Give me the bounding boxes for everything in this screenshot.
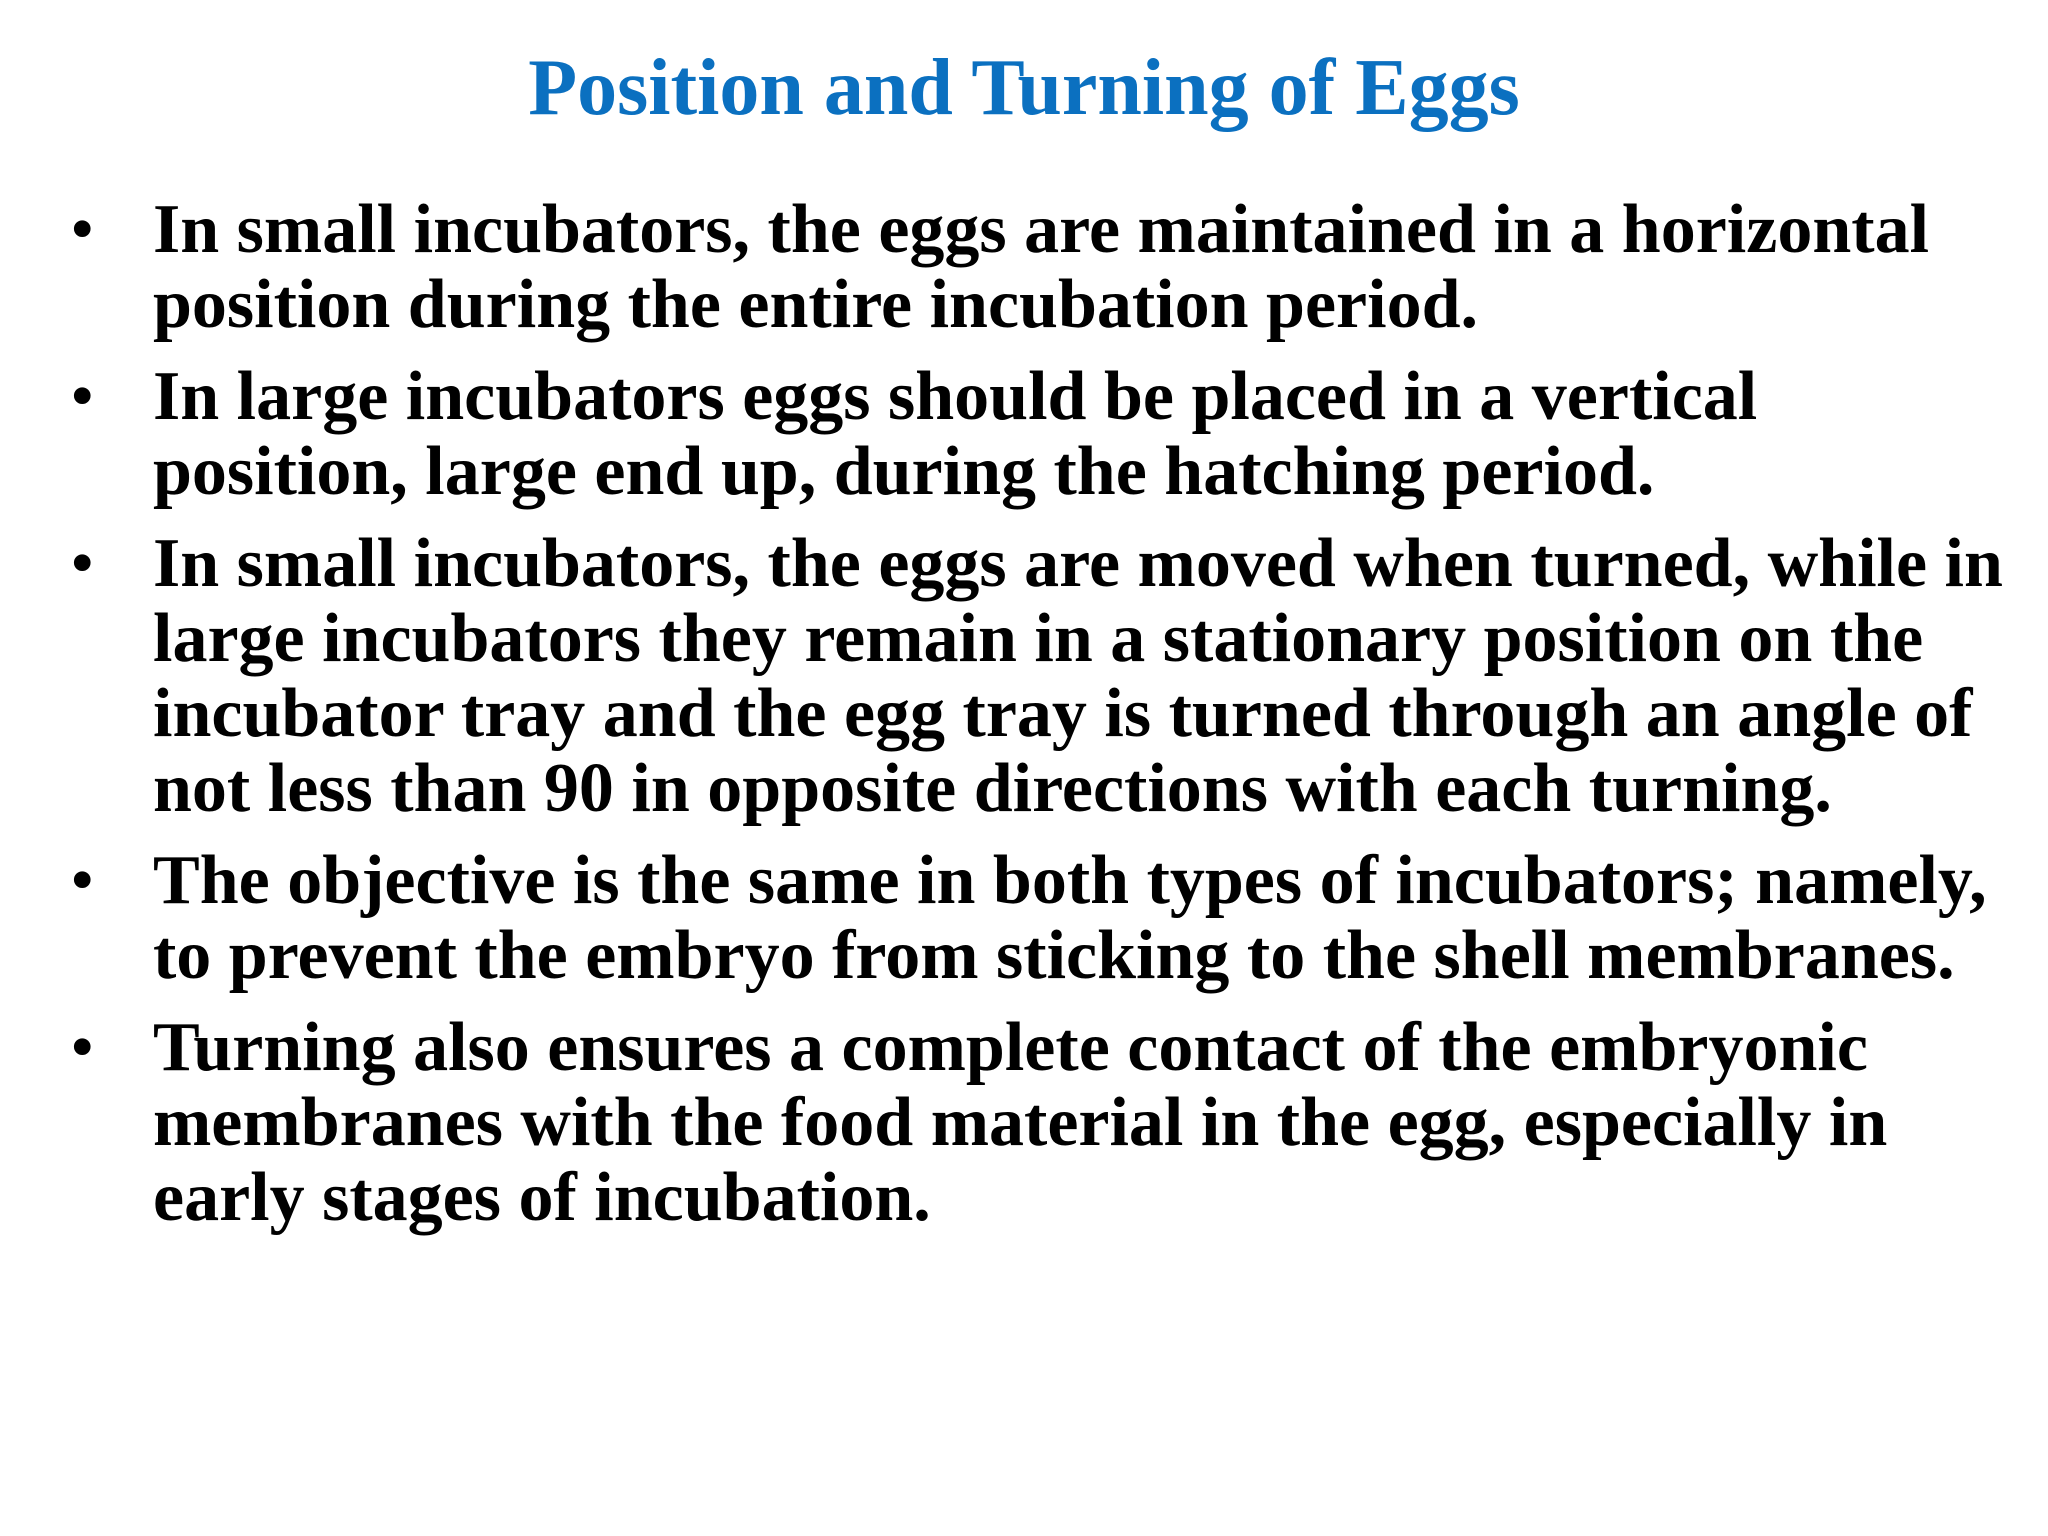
bullet-text: The objective is the same in both types of incubators; namely, to prevent the embryo from sticking to the shell membranes. [153,842,1987,994]
bullet-text: In small incubators, the eggs are maintained in a horizontal position during the entire incubation period. [153,191,1930,343]
bullet-dot: • [70,358,95,435]
bullet-item [70,526,2020,826]
bullet-dot: • [70,191,95,268]
bullet-item [70,843,2020,993]
bullet-text: In large incubators eggs should be placed in a vertical position, large end up, during the hatching period. [153,358,1758,510]
bullet-text: Turning also ensures a complete contact of the embryonic membranes with the food material in the egg, especially in early stages of incubation. [153,1009,1888,1236]
bullet-item [70,359,2020,509]
bullet-text: In small incubators, the eggs are moved when turned, while in large incubators they remain in a stationary position on the incubator tray and the egg tray is turned through an angle of not less than 90 in opposite directions with each turning. [153,525,2003,827]
bullet-dot: • [70,842,95,919]
bullet-dot: • [70,1009,95,1086]
bullet-item [70,192,2020,342]
slide-title: Position and Turning of Eggs [528,44,1520,132]
bullet-item [70,1010,2020,1235]
bullet-list [70,192,2020,1252]
bullet-dot: • [70,525,95,602]
